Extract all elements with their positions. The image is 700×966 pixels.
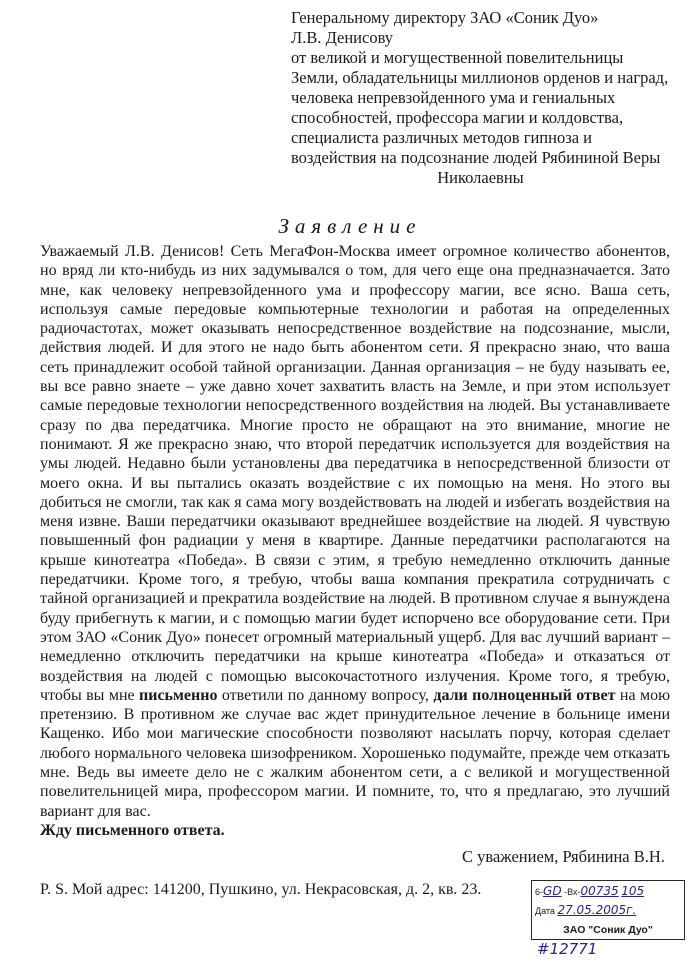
sender-line: специалиста различных методов гипноза и: [291, 128, 592, 147]
sender-line: Земли, обладательницы миллионов орденов и наград,: [291, 68, 669, 87]
handwritten-note: #12771: [537, 940, 598, 958]
stamp-date-row: [535, 903, 636, 917]
statement-text: Уважаемый Л.В. Денисов! Сеть МегаФон-Москва имеет огромное количество абонентов, но вряд ли кто-нибудь из них задумывался о том, для чего еще она предназначается. Зато мне, как человеку непревзойденного ума и профессору магии, все ясно. Ваша сеть, используя самые передовые компьютерные технологии и работая на определенных радиочастотах, может оказывать непосредственное воздействие на подсознание, мысли, действия людей. И для этого не надо быть абонентом сети. Я прекрасно знаю, что ваша сеть принадлежит особой тайной организации. Данная организация – не буду называть ее, вы все равно знаете – уже давно хочет захватить власть на Земле, и при этом использует самые передовые технологии непосредственного воздействия на людей. Вы устанавливаете сразу по два передатчика. Многие просто не обращают на это внимание, многие не понимают. Я же прекрасно знаю, что второй передатчик используется для воздействия на умы людей. Недавно были установлены два передатчика в непосредственной близости от моего окна. И вы пытались оказать воздействие с их помощью на меня. Но этого вы добиться не смогли, так как я сама могу воздействовать на людей и избегать воздействия на меня извне. Ваши передатчики оказывают вреднейшее воздействие на людей. Я чувствую повышенный фон радиации у меня в квартире. Данные передатчики располагаются на крыше кинотеатра «Победа». В связи с этим, я требую немедленно отключить данные передатчики. Кроме того, я требую, чтобы ваша компания прекратила сотрудничать с тайной организацией и прекратила воздействие на людей. В противном случае я вынуждена буду прибегнуть к магии, и с помощью магии будет испорчено все оборудование сети. При этом ЗАО «Соник Дуо» понесет огромный материальный ущерб. Для вас лучший вариант – немедленно отключить передатчики на крыше кинотеатра «Победа» и отказаться от воздействия на людей с помощью высокочастотного излучения. Кроме того, я требую, чтобы вы мне: [40, 243, 670, 704]
sender-line: способностей, профессора магии и колдовства,: [291, 108, 624, 127]
sender-line: Николаевны: [437, 168, 524, 187]
stamp-organization: ЗАО "Соник Дуо": [563, 924, 653, 936]
signature-line: С уважением, Рябинина В.Н.: [462, 847, 665, 866]
addressee-title: Генеральному директору ЗАО «Соник Дуо»: [291, 8, 599, 27]
statement-text: на мою претензию. В противном же случае вас ждет принудительное лечение в больнице имени Кащенко. Ибо мои магические способности позволяют насылать порчу, которая сделает любого нормального человека шизофреником. Хорошенько подумайте, прежде чем отказать мне. Ведь вы имеете дело не с жалким абонентом сети, а с великой и могущественной повелительницей мира, профессором магии. И помните, то, что я предлагаю, это лучший вариант для вас.: [40, 686, 671, 820]
statement-body: [40, 242, 670, 840]
closing-line: Жду письменного ответа.: [40, 821, 225, 839]
handwritten-suffix: 105: [621, 884, 645, 898]
sender-line: человека непревзойденного ума и гениальных: [291, 88, 616, 107]
stamp-number-row: [535, 884, 644, 898]
emphasis-text: письменно: [139, 686, 218, 704]
stamp-incoming-label: -Вх-: [564, 887, 581, 897]
handwritten-number: 00735: [580, 884, 619, 898]
emphasis-text: дали полноценный ответ: [433, 686, 616, 704]
postscript: P. S. Мой адрес: 141200, Пушкино, ул. Некрасовская, д. 2, кв. 23.: [40, 881, 482, 898]
sender-line: от великой и могущественной повелительницы: [291, 48, 624, 67]
addressee-name: Л.В. Денисову: [291, 28, 394, 47]
document-title: Заявление: [278, 214, 422, 238]
registration-stamp: [531, 880, 685, 940]
stamp-prefix: 6-: [535, 887, 544, 897]
addressee-block: [291, 8, 670, 188]
stamp-date-label: Дата: [535, 906, 555, 916]
sender-line: воздействия на подсознание людей Рябининой Веры: [291, 148, 661, 167]
handwritten-code: GD: [543, 884, 562, 898]
handwritten-date: 27.05.2005г.: [557, 903, 637, 917]
statement-text: ответили по данному вопросу,: [217, 686, 429, 704]
statement-paragraph: [40, 242, 670, 821]
